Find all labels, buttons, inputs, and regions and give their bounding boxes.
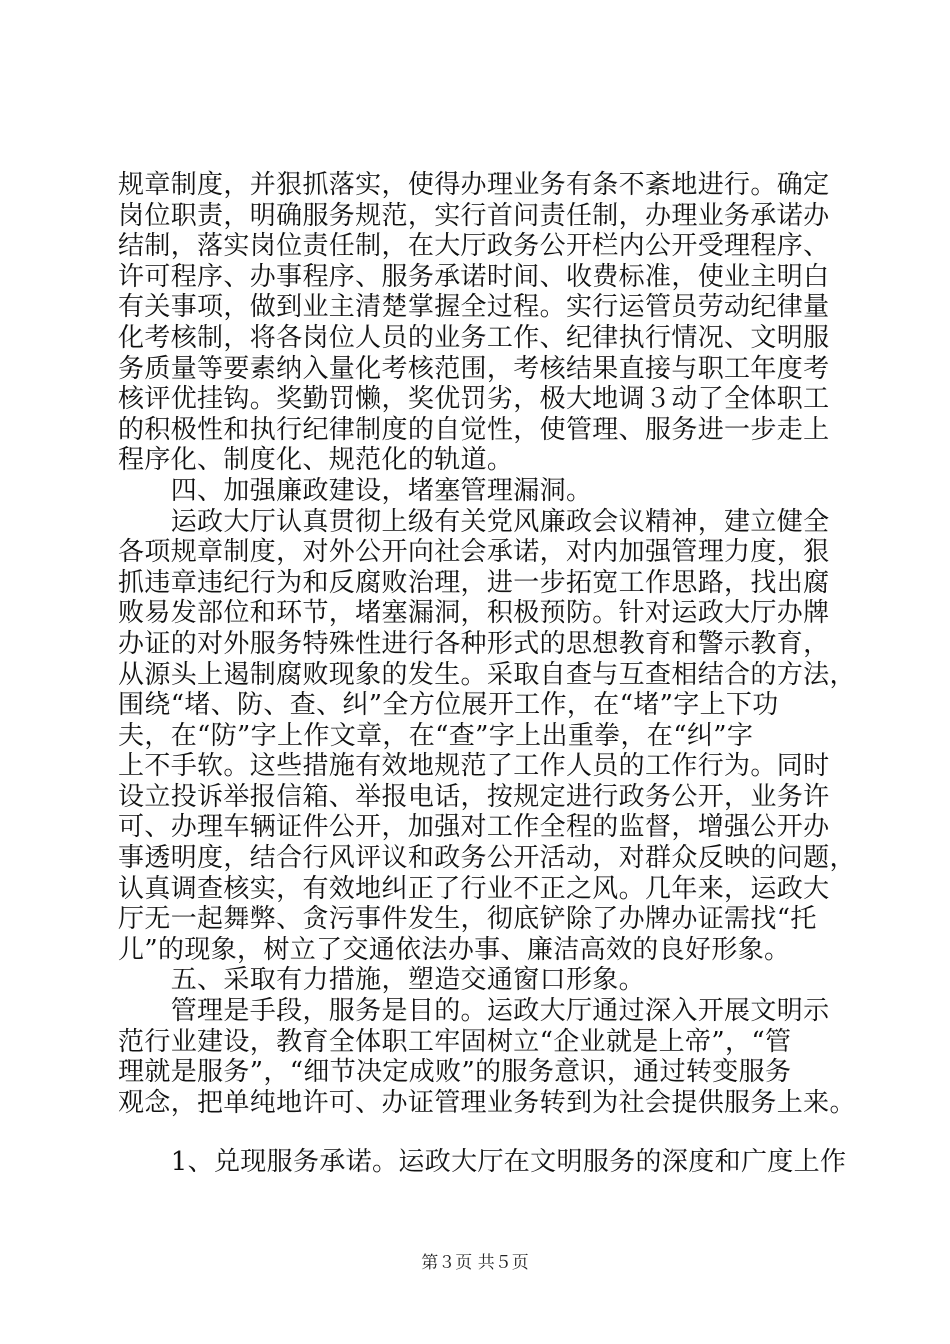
text-line: 结制，落实岗位责任制，在大厅政务公开栏内公开受理程序、 <box>118 231 830 262</box>
text-line: 厅无一起舞弊、贪污事件发生，彻底铲除了办牌办证需找“托 <box>118 904 817 935</box>
text-line: 夫，在“防”字上作文章，在“查”字上出重拳，在“纠”字 <box>118 720 754 751</box>
text-line: 围绕“堵、防、查、纠”全方位展开工作，在“堵”字上下功 <box>118 690 779 721</box>
text-line: 管理是手段，服务是目的。运政大厅通过深入开展文明示 <box>118 996 830 1027</box>
numbered-item-line: 1、兑现服务承诺。运政大厅在文明服务的深度和广度上作 <box>118 1147 847 1177</box>
text-line: 规章制度，并狠抓落实，使得办理业务有条不紊地进行。确定 <box>118 170 830 200</box>
text-line: 运政大厅认真贯彻上级有关党风廉政会议精神，建立健全 <box>118 506 830 537</box>
text-line: 化考核制，将各岗位人员的业务工作、纪律执行情况、文明服 <box>118 322 830 353</box>
text-line: 设立投诉举报信箱、举报电话，按规定进行政务公开，业务许 <box>118 781 830 812</box>
text-line: 核评优挂钩。奖勤罚懒，奖优罚劣，极大地调３动了全体职工 <box>118 384 830 415</box>
text-line: 的积极性和执行纪律制度的自觉性，使管理、服务进一步走上 <box>118 414 830 445</box>
text-line: 败易发部位和环节，堵塞漏洞，积极预防。针对运政大厅办牌 <box>118 598 830 629</box>
text-line: 办证的对外服务特殊性进行各种形式的思想教育和警示教育， <box>118 628 830 659</box>
text-line: 从源头上遏制腐败现象的发生。采取自查与互查相结合的方法， <box>118 659 856 690</box>
text-line: 上不手软。这些措施有效地规范了工作人员的工作行为。同时 <box>118 751 830 782</box>
body-text <box>118 170 856 1118</box>
text-line: 儿”的现象，树立了交通依法办事、廉洁高效的良好形象。 <box>118 934 791 965</box>
section-heading: 五、采取有力措施，塑造交通窗口形象。 <box>118 965 646 996</box>
text-line: 抓违章违纪行为和反腐败治理，进一步拓宽工作思路，找出腐 <box>118 567 830 598</box>
section-heading: 四、加强廉政建设，堵塞管理漏洞。 <box>118 475 593 506</box>
text-line: 观念，把单纯地许可、办证管理业务转到为社会提供服务上来。 <box>118 1087 856 1118</box>
text-line: 有关事项，做到业主清楚掌握全过程。实行运管员劳动纪律量 <box>118 292 830 323</box>
text-line: 范行业建设，教育全体职工牢固树立“企业就是上帝”，“管 <box>118 1026 792 1057</box>
text-line: 许可程序、办事程序、服务承诺时间、收费标准，使业主明白 <box>118 261 830 292</box>
text-line: 理就是服务”，“细节决定成败”的服务意识，通过转变服务 <box>118 1057 792 1088</box>
text-line: 程序化、制度化、规范化的轨道。 <box>118 445 514 476</box>
text-line: 务质量等要素纳入量化考核范围，考核结果直接与职工年度考 <box>118 353 830 384</box>
text-line: 各项规章制度，对外公开向社会承诺，对内加强管理力度，狠 <box>118 537 830 568</box>
page-number-footer: 第３页 共５页 <box>421 1253 529 1273</box>
text-line: 岗位职责，明确服务规范，实行首问责任制，办理业务承诺办 <box>118 200 830 231</box>
text-line: 可、办理车辆证件公开，加强对工作全程的监督，增强公开办 <box>118 812 830 843</box>
text-line: 认真调查核实，有效地纠正了行业不正之风。几年来，运政大 <box>118 873 830 904</box>
text-line: 事透明度，结合行风评议和政务公开活动，对群众反映的问题， <box>118 843 856 874</box>
